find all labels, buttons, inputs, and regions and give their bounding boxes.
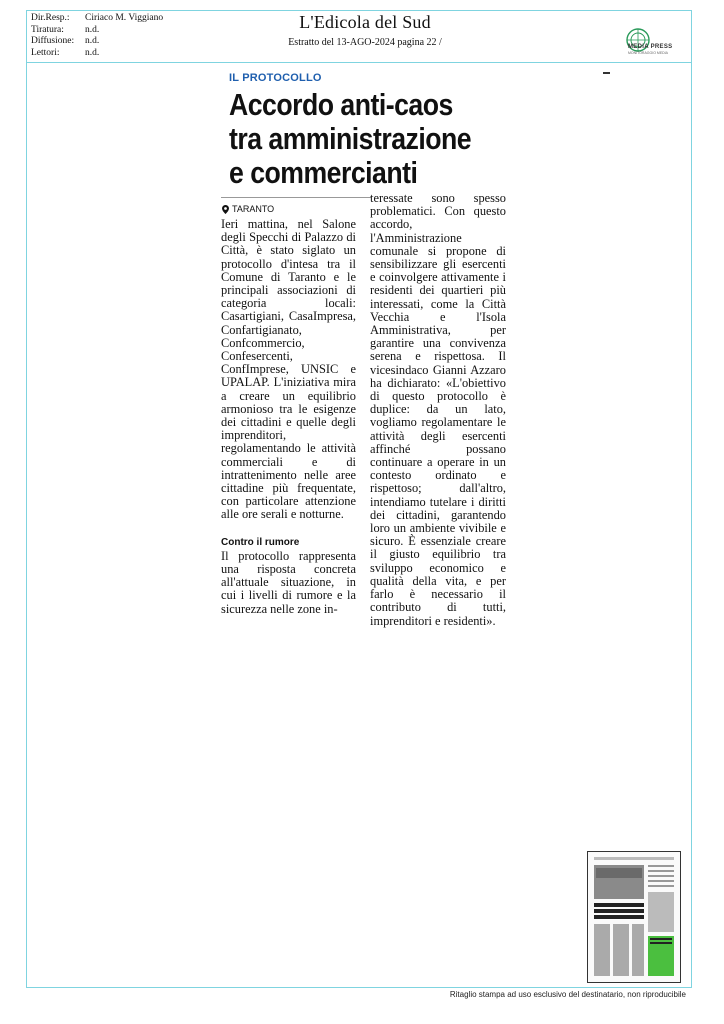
article-column-2 <box>370 192 506 628</box>
page-thumbnail-image <box>588 852 680 982</box>
article-paragraph: Il protocollo rappresenta una risposta concreta all'attuale situazione, in cui i livelli di rumore e la sicurezza nelle zone in- <box>221 548 356 616</box>
meta-diffusione-label: Diffusione: <box>31 36 75 46</box>
meta-tiratura <box>31 25 163 37</box>
location-pin-icon <box>222 205 229 214</box>
page-thumbnail <box>587 851 681 983</box>
meta-tiratura-label: Tiratura: <box>31 24 64 35</box>
meta-diffusione <box>31 36 163 48</box>
article-dateline <box>222 204 274 214</box>
meta-lettori-value: n.d. <box>85 47 100 58</box>
extract-prefix: Estratto del <box>288 37 335 48</box>
logo-subtitle: MONITORAGGIO MEDIA <box>628 51 668 55</box>
extract-date: 13-AGO-2024 <box>336 37 395 48</box>
meta-dir-resp-value: Ciriaco M. Viggiano <box>85 13 164 23</box>
article-column-1 <box>221 218 356 616</box>
media-press-logo <box>618 26 680 58</box>
corner-mark <box>603 72 610 74</box>
masthead <box>230 12 500 48</box>
meta-lettori-label: Lettori: <box>31 47 60 58</box>
article-paragraph: teressate sono spesso problematici. Con questo accordo, l'Amministrazione comunale si propone di sensibilizzare gli esercenti e coinvolgere attivamente i residenti dei quartieri più interessati, come la Città Vecchia e l'Isola Amministrativa, per garantire una convivenza serena e rispettosa. Il vicesindaco Gianni Azzaro ha dichiarato: «L'obiettivo di questo protocollo è duplice: da un lato, vogliamo regolamentare le attività degli esercenti affinché possano continuare a operare in un contesto ordinato e rispettoso; dall'altro, intendiamo tutelare i diritti dei cittadini, garantendo loro un ambiente vivibile e sicuro. È essenziale creare il giusto equilibrio tra sviluppo economico e qualità della vita, e per farlo è necessario il contributo di tutti, imprenditori e residenti». <box>370 191 506 628</box>
header-separator <box>26 62 692 63</box>
logo-name: MEDIA PRESS <box>628 44 673 50</box>
meta-dir-resp-label: Dir.Resp.: <box>31 13 70 23</box>
article-headline: Accordo anti-caos tra amministrazione e commercianti <box>229 87 472 190</box>
article-kicker: IL PROTOCOLLO <box>229 72 322 84</box>
meta-dir-resp <box>31 13 163 25</box>
headline-rule <box>221 197 371 198</box>
copyright-notice: Ritaglio stampa ad uso esclusivo del destinatario, non riproducibile <box>449 990 686 999</box>
newspaper-title: L'Edicola del Sud <box>299 12 431 32</box>
press-metadata <box>31 13 163 59</box>
meta-diffusione-value: n.d. <box>85 36 100 46</box>
dateline-city: TARANTO <box>232 204 275 214</box>
article-paragraph: Ieri mattina, nel Salone degli Specchi di Palazzo di Città, è stato siglato un protocollo d'intesa tra il Comune di Taranto e le principali associazioni di categoria locali: Casartigiani, CasaImpresa, Confartigianato, Confcommercio, Confesercenti, ConfImprese, UNSIC e UPALAP. L'iniziativa mira a creare un equilibrio armonioso tra le esigenze dei cittadini e quelle degli imprenditori, regolamentando le attività commerciali e di intrattenimento nelle aree cittadine più frequentate, con particolare attenzione alle ore serali e notturne. <box>221 217 356 522</box>
extract-line <box>230 37 500 48</box>
article-subhead: Contro il rumore <box>221 536 300 548</box>
meta-lettori <box>31 48 163 60</box>
meta-tiratura-value: n.d. <box>85 24 100 35</box>
extract-page: pagina 22 / <box>397 37 442 48</box>
